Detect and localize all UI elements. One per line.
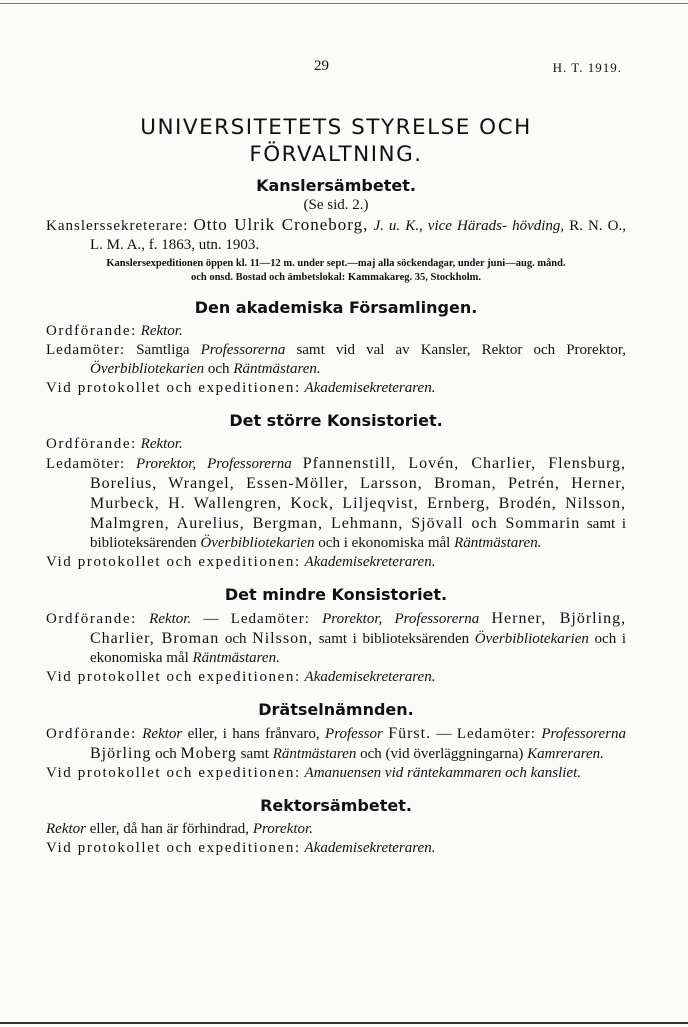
members-role: Prorektor, Professorerna <box>322 611 480 627</box>
protocol-line <box>46 764 626 783</box>
members-label: Ledamöter: <box>456 726 536 742</box>
member-names: Pfannenstill, Lovén, Charlier, Flensburg, Borelius, Wrangel, Essen-Möller, Larsson, Broman, Petrén, Herner, Murbeck, H. Wallengren, Kock, Liljeqvist, Ernberg, Brodén, Nilsson, Malmgren, Aurelius, Bergman, Lehmann, Sjövall och Sommarin <box>90 455 626 532</box>
office-hours-note <box>46 257 626 285</box>
chancellor-secretary <box>46 215 626 255</box>
chair-line <box>46 435 626 454</box>
members-label: Ledamöter: <box>230 611 310 627</box>
honours-text: R. N. O., L. M. A., f. 1863, utn. 1903. <box>90 218 627 253</box>
page-number: 29 <box>314 58 329 74</box>
members-role: Räntmästaren. <box>233 361 321 377</box>
members-role: Professor <box>325 726 383 742</box>
section-akademiska-forsamlingen <box>46 298 626 398</box>
protocol-label: Vid protokollet och expeditionen: <box>46 669 301 685</box>
dash: — <box>436 726 452 742</box>
members-role: Räntmästaren <box>272 746 357 762</box>
title-part: J. u. K., vice Härads- <box>373 218 508 234</box>
members-role: Rektor <box>46 821 86 837</box>
member-names: Björling <box>90 745 152 762</box>
members-text: och <box>224 631 247 647</box>
chair-label: Ordförande: <box>46 436 137 452</box>
members-role: Räntmästaren. <box>192 650 280 666</box>
members-text: eller, i hans frånvaro, <box>187 726 320 742</box>
members-text: eller, då han är förhindrad, <box>89 821 250 837</box>
chair-label: Ordförande: <box>46 611 137 627</box>
note-line: och onsd. Bostad och ämbetslokal: Kammakareg. 35, Stockholm. <box>190 272 482 283</box>
members-text: och <box>207 361 230 377</box>
chair-label: Ordförande: <box>46 726 137 742</box>
title-part: hövding, <box>512 218 565 234</box>
term-label: H. T. 1919. <box>552 60 622 75</box>
top-rule <box>0 3 688 4</box>
members-role: Kamreraren. <box>527 746 604 762</box>
protocol-line <box>46 839 626 858</box>
chair-line <box>46 322 626 341</box>
protocol-value: Akademisekreteraren. <box>304 669 436 685</box>
rector-line <box>46 820 626 839</box>
members-line <box>46 454 626 553</box>
members-text: Samtliga <box>136 342 190 358</box>
section-dratselnamnden <box>46 700 626 783</box>
chair-members-line <box>46 609 626 668</box>
protocol-line <box>46 379 626 398</box>
protocol-line <box>46 553 626 572</box>
protocol-value: Akademisekreteraren. <box>304 554 436 570</box>
chair-value: Rektor <box>142 726 183 742</box>
page-header <box>46 56 626 82</box>
members-text: samt vid val av Kansler, Rektor och Prorektor, <box>296 342 627 358</box>
main-title <box>46 114 626 168</box>
member-names: Fürst. <box>388 725 432 742</box>
section-heading: Rektorsämbetet. <box>260 796 412 815</box>
protocol-label: Vid protokollet och expeditionen: <box>46 380 301 396</box>
members-text: och <box>155 746 177 762</box>
members-role: Överbibliotekarien <box>474 631 589 647</box>
main-title-line-2: FÖRVALTNING. <box>249 142 423 167</box>
chair-label: Ordförande: <box>46 323 137 339</box>
members-text: och i ekonomiska mål <box>318 535 451 551</box>
members-label: Ledamöter: <box>46 456 126 472</box>
dash: — <box>203 611 219 627</box>
member-names: Moberg <box>180 745 237 762</box>
protocol-line <box>46 668 626 687</box>
section-mindre-konsistoriet <box>46 585 626 687</box>
members-line <box>46 341 626 379</box>
members-text: samt i biblioteksärenden <box>90 516 626 551</box>
role-label: Kanslerssekreterare: <box>46 218 189 234</box>
protocol-value: Akademisekreteraren. <box>304 380 436 396</box>
members-role: Överbibliotekarien <box>200 535 315 551</box>
members-role: Professorerna <box>541 726 627 742</box>
members-role: Professorerna <box>200 342 286 358</box>
main-title-line-1: UNIVERSITETETS STYRELSE OCH <box>140 115 532 140</box>
member-names: Nilsson, <box>252 630 314 647</box>
chair-value: Rektor. <box>140 436 183 452</box>
person-name: Otto Ulrik Croneborg, <box>193 215 369 234</box>
members-text: och (vid överläggningarna) <box>360 746 524 762</box>
members-label: Ledamöter: <box>46 342 126 358</box>
section-heading: Drätselnämnden. <box>258 700 414 719</box>
note-line: Kanslersexpeditionen öppen kl. 11—12 m. under sept.—maj alla söckendagar, under juni—aug. månd. <box>106 258 566 269</box>
members-text: samt i biblioteksärenden <box>318 631 470 647</box>
members-role: Prorektor, Professorerna <box>136 456 292 472</box>
bottom-rule <box>0 1022 688 1024</box>
protocol-label: Vid protokollet och expeditionen: <box>46 840 301 856</box>
section-heading: Den akademiska Församlingen. <box>194 298 478 317</box>
section-rektorsambetet <box>46 796 626 858</box>
section-heading: Kanslersämbetet. <box>256 176 416 195</box>
members-text: och i ekonomiska mål <box>90 631 627 666</box>
section-heading: Det större Konsistoriet. <box>229 411 443 430</box>
document-page <box>46 56 626 858</box>
chair-value: Rektor. <box>149 611 192 627</box>
protocol-label: Vid protokollet och expeditionen: <box>46 554 301 570</box>
members-role: Prorektor. <box>252 821 313 837</box>
chair-members-line <box>46 724 626 764</box>
cross-reference: (Se sid. 2.) <box>303 197 369 213</box>
section-kanslersambetet <box>46 176 626 285</box>
members-role: Räntmästaren. <box>454 535 542 551</box>
member-names: Herner, Björling, Charlier, Broman <box>90 610 627 647</box>
protocol-label: Vid protokollet och expeditionen: <box>46 765 301 781</box>
chair-value: Rektor. <box>140 323 183 339</box>
protocol-value: Akademisekreteraren. <box>304 840 436 856</box>
members-text: samt <box>240 746 269 762</box>
protocol-value: Amanuensen vid räntekammaren och kansliet. <box>304 765 581 781</box>
members-role: Överbibliotekarien <box>90 361 205 377</box>
section-heading: Det mindre Konsistoriet. <box>224 585 448 604</box>
section-storre-konsistoriet <box>46 411 626 572</box>
